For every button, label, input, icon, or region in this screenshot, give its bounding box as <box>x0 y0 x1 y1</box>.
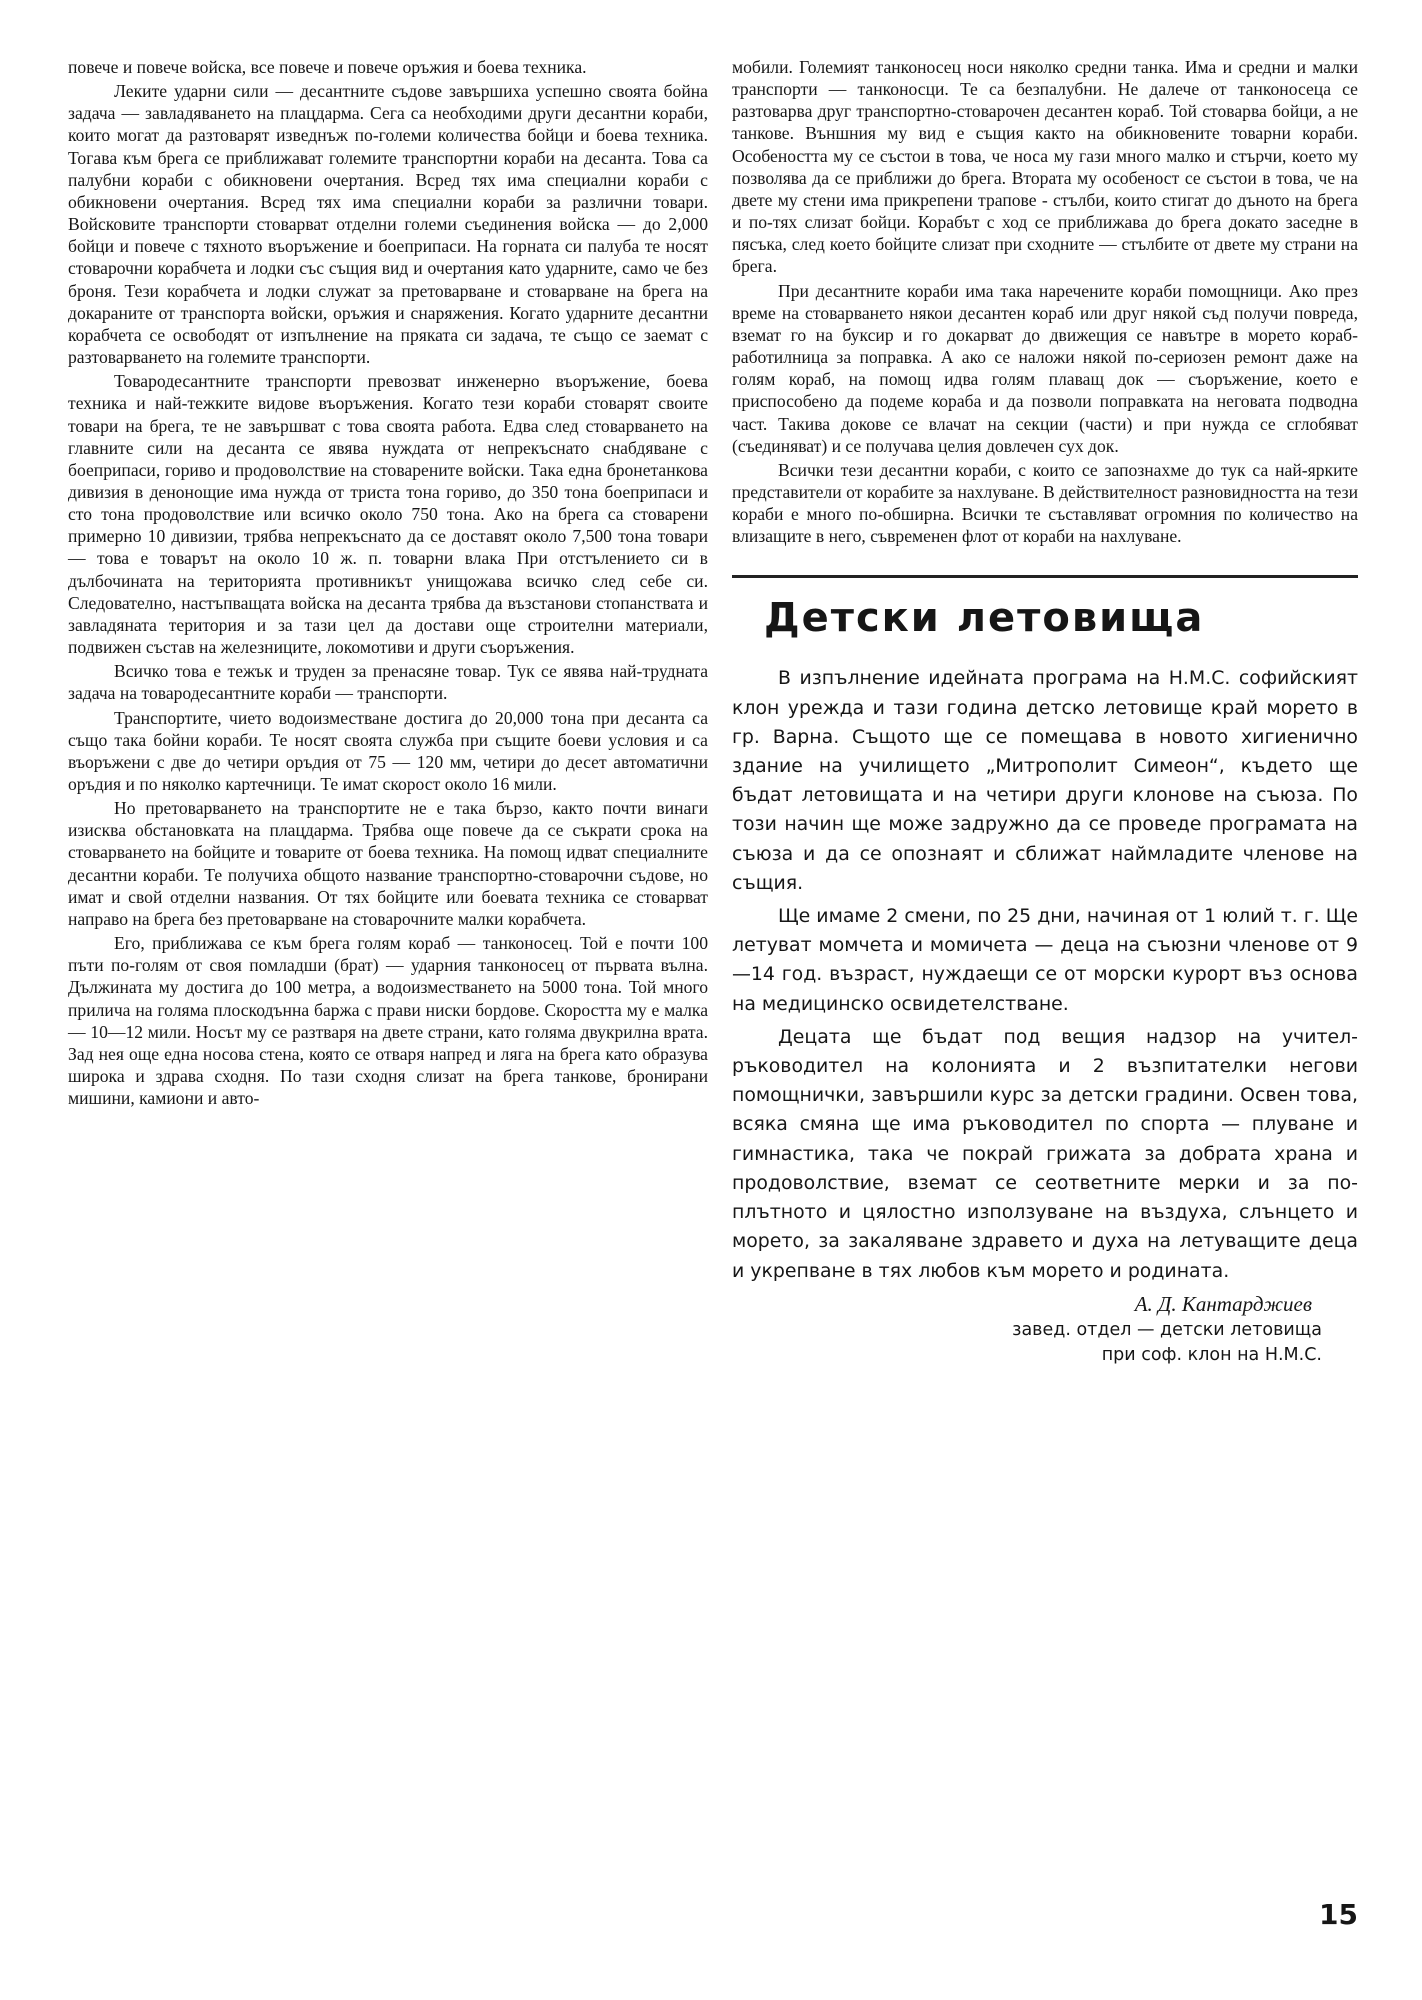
paragraph: Транспортите, чието водоизместване достига до 20,000 тона при десанта са също така бойни кораби. Те носят своята служба при същите боеви условия и са въоръжени с две до четири оръдия от 75 — 120 мм, четири до десет автоматични оръдия и по няколко картечници. Те имат скорост около 16 мили. <box>68 707 708 794</box>
paragraph: При десантните кораби има така наречените кораби помощници. Ако през време на стоварването някои десантен кораб или друг някой съд получи повреда, вземат го на буксир и го докарват до движещия се навътре в морето кораб-работилница за поправка. А ако се наложи някой по-сериозен ремонт даже на голям кораб, на помощ идва голям плаващ док — съоръжение, което е приспособено да подеме кораба и да позволи поправката на неговата подводна част. Такива докове се влачат на секции (части) и при нужда се сглобяват (съединяват) и се получава целия довлечен сух док. <box>732 280 1358 456</box>
paragraph: Леките ударни сили — десантните съдове завършиха успешно своята бойна задача — завладяването на плацдарма. Сега са необходими други десантни кораби, които могат да разтоварят изведнъж по-големи количества бойци и боева техника. Тогава към брега се приближават големите транспортни кораби на десанта. Това са палубни кораби с обикновени очертания. Всред тях има специални кораби с обикновени очертания. Всред тях има специални кораби за различни товари. Войсковите транспорти стоварват отделни големи съединения войска — до 2,000 бойци и повече с тяхното въоръжение и боеприпаси. На горната си палуба те носят стоварочни корабчета и лодки със същия вид и очертания като ударните, само че без броня. Тези корабчета и лодки служат за претоварване и стоварване на брега на докараните от транспорта войски, оръжия и снаряжения. Когато ударните десантни корабчета се освободят от изпълнение на пряката си задача, те също се заемат с разтоварването на големите транспорти. <box>68 81 708 368</box>
continued-article <box>732 56 1358 547</box>
paragraph: мобили. Големият танконосец носи няколко средни танка. Има и средни и малки транспорти — танконосци. Те са безпалубни. Не далече от танконосеца се разтоварва друг транспортно-стоварочен десантен кораб. Той стоварва бойци, а не танкове. Външния му вид е същия както на обикновените товарни кораби. Особеността му се състои в това, че носа му гази много малко и стърчи, което му позволява да се приближи до брега. Втората му особеност се състои в това, че на двете му стени има прикрепени трапове - стълби, които стигат до дъното на брега и по-тях слизат бойци. Корабът с ход се приближава до брега докато заседне в пясъка, след което бойците слизат при сходните — стълбите от двете му страни на брега. <box>732 57 1358 277</box>
page-number: 15 <box>1319 1898 1358 1931</box>
paragraph: повече и повече войска, все повече и повече оръжия и боева техника. <box>68 57 587 77</box>
signature-organization: при соф. клон на Н.М.С. <box>1101 1344 1322 1365</box>
signature-block <box>732 1290 1358 1368</box>
paragraph: Децата ще бъдат под вещия надзор на учител-ръководител на колонията и 2 възпитателки негови помощнички, завършили курс за детски градини. Освен това, всяка смяна ще има ръководител по спорта — плуване и гимнастика, така че покрай грижата за добрата храна и продоволствие, вземат се сеответните мерки и за по-плътното и цялостно използуване на въздуха, слънцето и морето, за закаляване здравето и духа на летуващите деца и укрепване в тях любов към морето и родината. <box>732 1025 1358 1282</box>
paragraph: Всички тези десантни кораби, с които се запознахме до тук са най-ярките представители от корабите за нахлуване. В действителност разновидността на тези кораби е много по-обширна. Всички те съставляват огромния по количество на влизащите в него, съвременен флот от кораби на нахлуване. <box>732 459 1358 547</box>
right-column <box>732 56 1358 1368</box>
signature-position: завед. отдел — детски летовища <box>1012 1319 1322 1340</box>
section-divider <box>732 575 1358 578</box>
article-body <box>732 664 1358 1285</box>
signature-author: А. Д. Кантарджиев <box>1134 1291 1312 1316</box>
article-title: Детски летовища <box>764 595 1205 642</box>
left-column <box>68 56 708 1111</box>
paragraph: В изпълнение идейната програма на Н.М.С. софийският клон урежда и тази година детско летовище край морето в гр. Варна. Същото ще се помещава в новото хигиенично здание на училището „Митрополит Симеон“, където ще бъдат летовищата и на четири други клонове на съюза. По този начин ще може задружно да се проведе програмата на съюза и да се опознаят и сближат наймладите членове на същия. <box>732 667 1358 894</box>
paragraph: Его, приближава се към брега голям кораб — танконосец. Той е почти 100 пъти по-голям от своя помладши (брат) — ударния танконосец от първата вълна. Дължината му достига до 100 метра, а водоизместването на 5000 тона. Той много прилича на голяма плоскодънна баржа с прави ниски бордове. Скоростта му е малка — 10—12 мили. Носът му се разтваря на двете страни, като голяма двукрилна врата. Зад нея още една носова стена, която се отваря напред и ляга на брега като образува широка и здрава сходня. По тази сходня слизат на брега танкове, бронирани мишини, камиони и авто- <box>68 933 708 1109</box>
paragraph: Всичко това е тежък и труден за пренасяне товар. Тук се явява най-трудната задача на товародесантните кораби — транспорти. <box>68 661 708 704</box>
paragraph: Ще имаме 2 смени, по 25 дни, начиная от 1 юлий т. г. Ще летуват момчета и момичета — деца на съюзни членове от 9—14 год. възраст, нуждаещи се от морски курорт въз основа на медицинско освидетелстване. <box>732 905 1358 1015</box>
paragraph: Товародесантните транспорти превозват инженерно въоръжение, боева техника и най-тежките видове въоръжения. Когато тези кораби стоварят своите товари на брега, те не завършват с това своята работа. Едва след стоварването на главните сили на десанта се явява нуждата от непрекъснато снабдяване с боеприпаси, гориво и продоволствие на стоварените войски. Така една бронетанкова дивизия в денонощие има нужда от триста тона гориво, до 350 тона боеприпаси и сто тона продоволствие или всичко около 750 тона. Ако на брега са стоварени примерно 10 дивизии, трябва непрекъснато да се доставят около 7,500 тона товари — това е товарът на около 10 ж. п. товарни влака При отстълението си в дълбочината на територията противникът унищожава всичко след себе си. Следователно, настъпващата войска на десанта трябва да възстанови стопанствата и завладяната територия и за тази цел да достави още строителни материали, подвижен състав на железниците, локомотиви и други съоръжения. <box>68 371 708 658</box>
paragraph: Но претоварването на транспортите не е така бързо, както почти винаги изисква обстановката на плацдарма. Трябва още повече да се съкрати срока на стоварването на бойците и товарите от боева техника. На помощ идват специалните десантни кораби. Те получиха общото название транспортно-стоварочни съдове, но имат и свой отделни названия. От тях бойците или боевата техника се стоварват направо на брега без претоварване на стоварочните малки корабчета. <box>68 798 708 929</box>
